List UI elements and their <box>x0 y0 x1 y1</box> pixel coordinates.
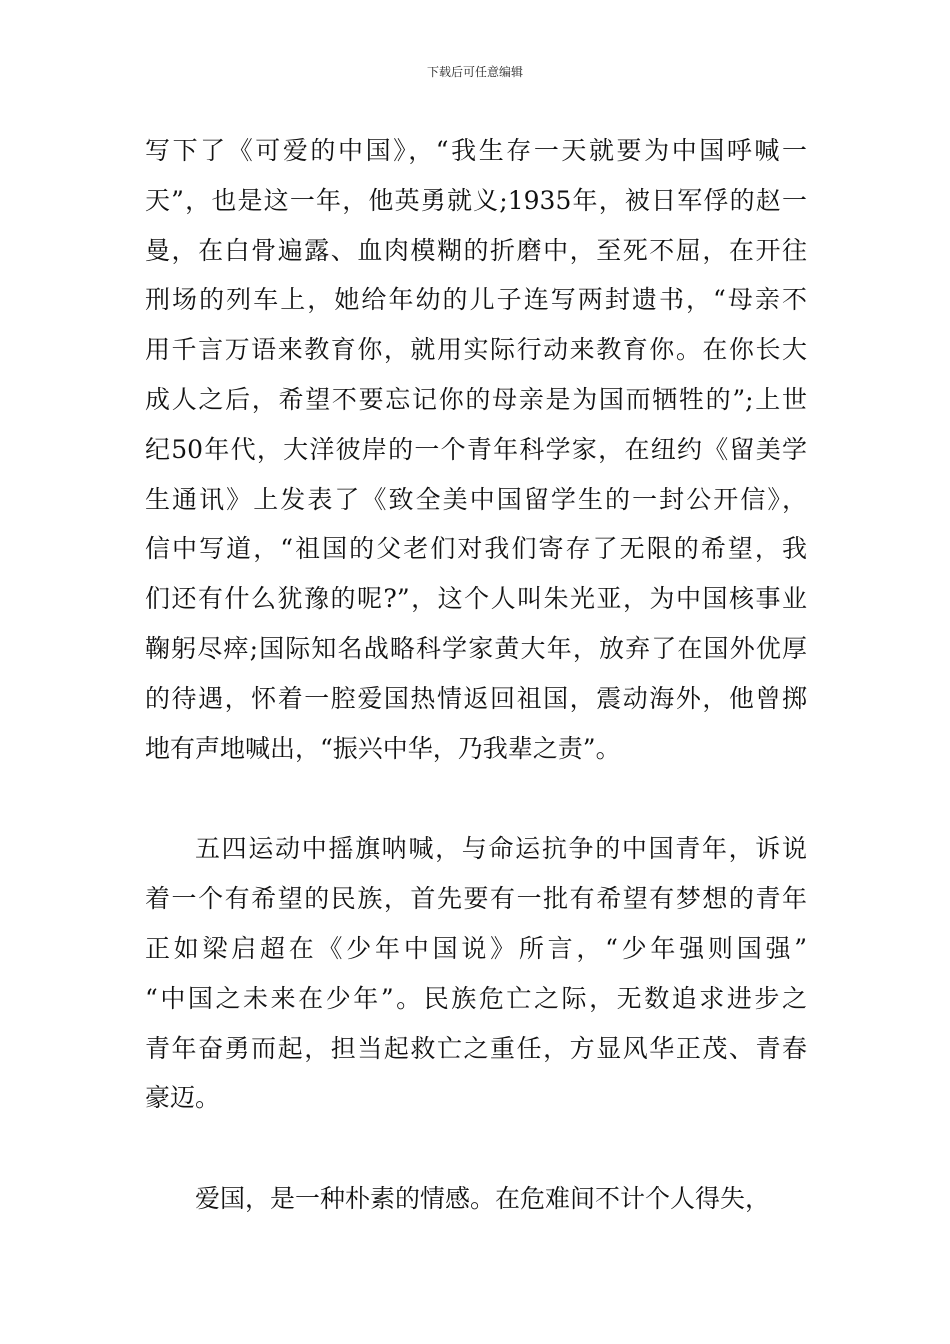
text-line: 成人之后，希望不要忘记你的母亲是为国而牺牲的”;上世 <box>145 384 807 414</box>
text-line: 们还有什么犹豫的呢?”，这个人叫朱光亚，为中国核事业 <box>145 584 807 614</box>
text-line: 刑场的列车上，她给年幼的儿子连写两封遗书，“母亲不 <box>145 285 807 315</box>
text-line: 爱国，是一种朴素的情感。在危难间不计个人得失， <box>195 1184 771 1214</box>
paragraph-may-fourth <box>145 824 807 1123</box>
text-line: 曼，在白骨遍露、血肉模糊的折磨中，至死不屈，在开往 <box>145 235 807 265</box>
text-line: 的待遇，怀着一腔爱国热情返回祖国，震动海外，他曾掷 <box>145 683 807 713</box>
text-line: 豪迈。 <box>145 1083 221 1113</box>
text-line: 纪50年代，大洋彼岸的一个青年科学家，在纽约《留美学 <box>145 434 807 464</box>
text-line: 着一个有希望的民族，首先要有一批有希望有梦想的青年 <box>145 884 807 914</box>
text-line: 生通讯》上发表了《致全美中国留学生的一封公开信》， <box>145 484 807 514</box>
text-line: 天”，也是这一年，他英勇就义;1935年，被日军俘的赵一 <box>145 185 807 215</box>
paragraph-patriotism <box>145 1174 807 1224</box>
text-line: 鞠躬尽瘁;国际知名战略科学家黄大年，放弃了在国外优厚 <box>145 633 807 663</box>
paragraph-spacer <box>145 773 807 824</box>
text-line: 正如梁启超在《少年中国说》所言，“少年强则国强” <box>145 933 807 963</box>
text-line: 用千言万语来教育你，就用实际行动来教育你。在你长大 <box>145 335 807 365</box>
text-line: 青年奋勇而起，担当起救亡之重任，方显风华正茂、青春 <box>145 1033 807 1063</box>
text-line: 写下了《可爱的中国》，“我生存一天就要为中国呼喊一 <box>145 136 807 165</box>
page-header: 下载后可任意编辑 <box>426 65 523 79</box>
text-line: “中国之未来在少年”。民族危亡之际，无数追求进步之 <box>145 983 807 1013</box>
paragraph-patriots <box>145 126 807 773</box>
text-line: 地有声地喊出，“振兴中华，乃我辈之责”。 <box>145 733 621 763</box>
text-line: 信中写道，“祖国的父老们对我们寄存了无限的希望，我 <box>145 534 807 564</box>
paragraph-spacer <box>145 1123 807 1174</box>
text-line: 五四运动中摇旗呐喊，与命运抗争的中国青年，诉说 <box>195 834 807 864</box>
document-body <box>145 126 807 1224</box>
